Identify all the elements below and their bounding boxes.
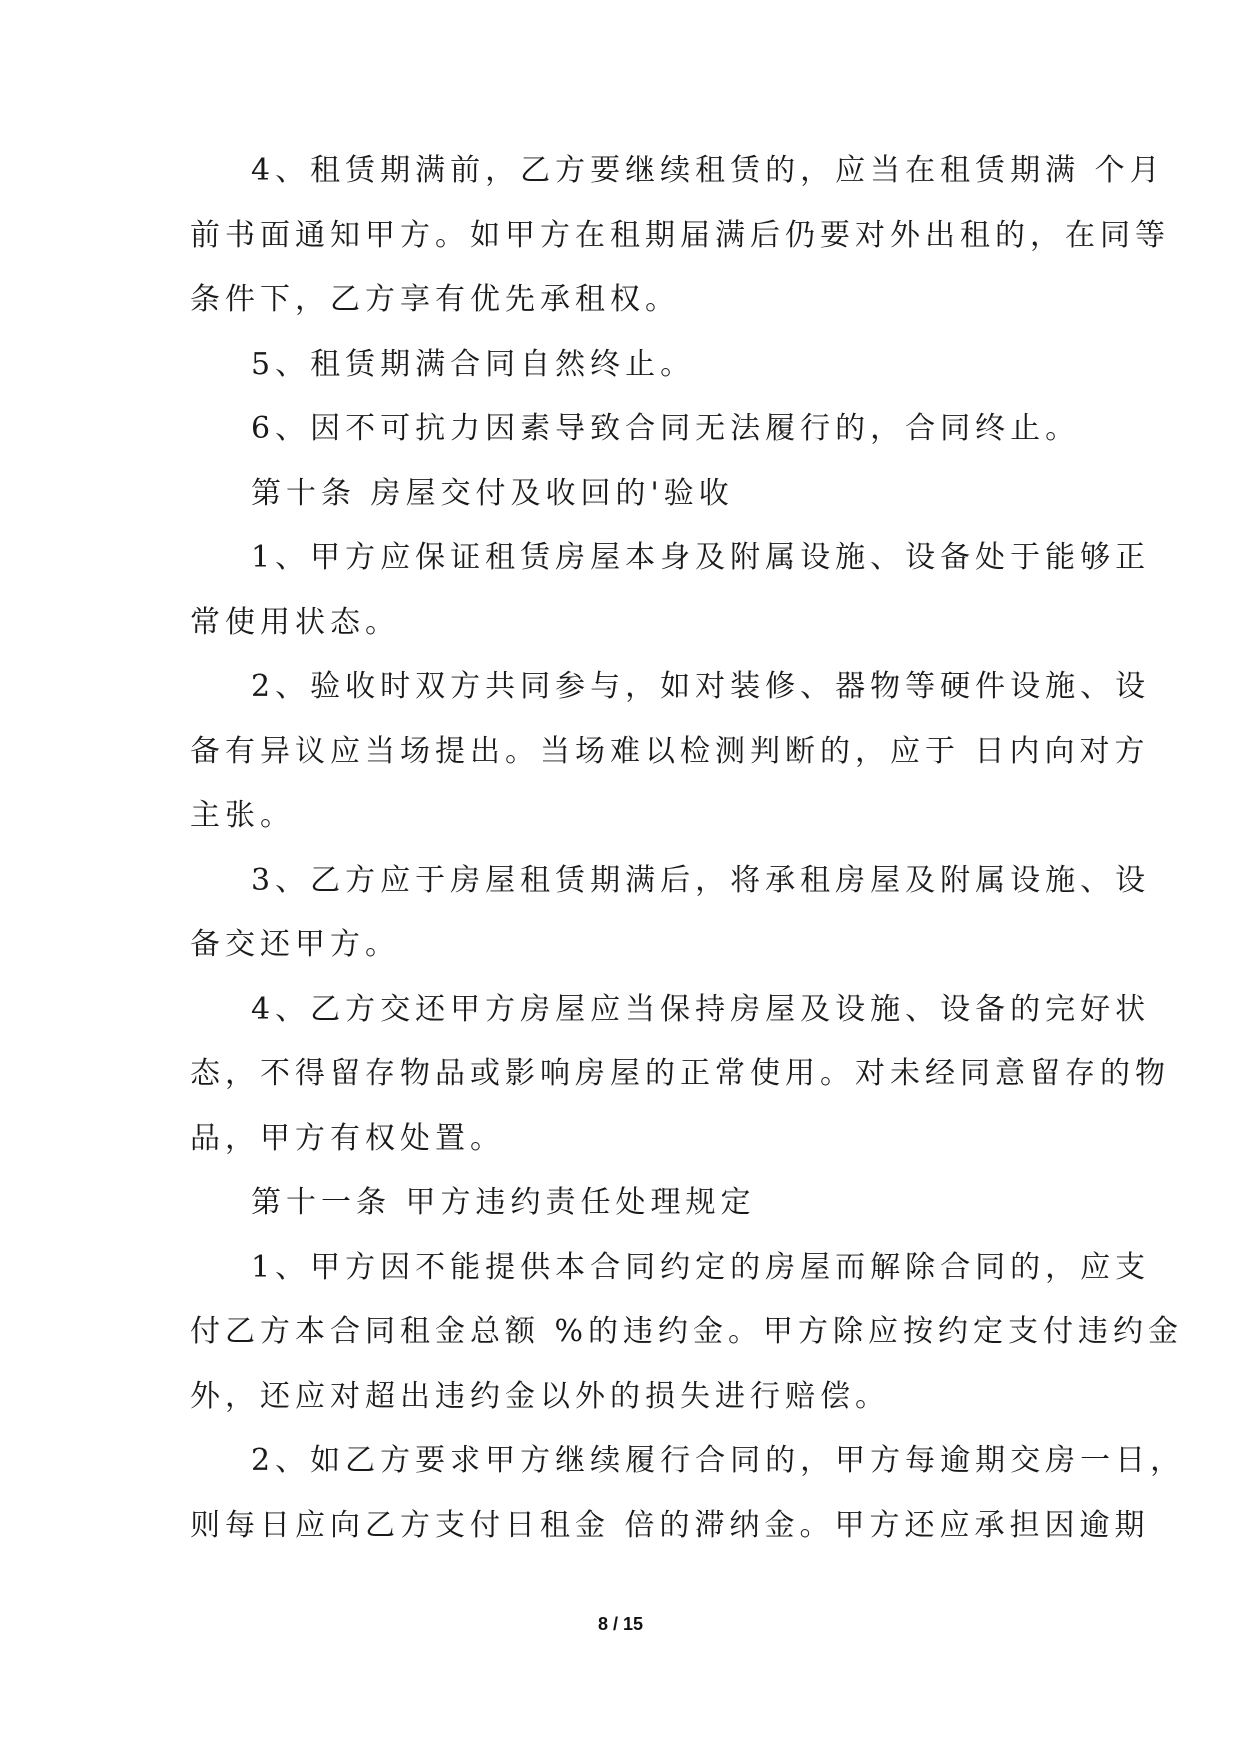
text-line: 备交还甲方。 xyxy=(190,927,400,962)
text-line: 4、租赁期满前，乙方要继续租赁的，应当在租赁期满 个月 xyxy=(251,153,1165,188)
text-line: 5、租赁期满合同自然终止。 xyxy=(251,346,696,382)
text-line: 2、验收时双方共同参与，如对装修、器物等硬件设施、设 xyxy=(251,669,1151,704)
text-line: 条件下，乙方享有优先承租权。 xyxy=(190,282,680,317)
section-heading: 第十条 房屋交付及收回的'验收 xyxy=(251,475,734,511)
text-line: 1、甲方因不能提供本合同约定的房屋而解除合同的，应支 xyxy=(251,1249,1151,1285)
text-line: 4、乙方交还甲方房屋应当保持房屋及设施、设备的完好状 xyxy=(251,991,1151,1027)
text-line: 3、乙方应于房屋租赁期满后，将承租房屋及附属设施、设 xyxy=(251,862,1151,898)
section-heading: 第十一条 甲方违约责任处理规定 xyxy=(251,1185,756,1220)
document-body xyxy=(190,151,1186,1570)
page-number: 8 / 15 xyxy=(597,1614,644,1634)
text-line: 1、甲方应保证租赁房屋本身及附属设施、设备处于能够正 xyxy=(251,540,1151,575)
text-line: 前书面通知甲方。如甲方在租期届满后仍要对外出租的，在同等 xyxy=(190,217,1170,253)
text-line: 常使用状态。 xyxy=(190,604,400,640)
text-line: 6、因不可抗力因素导致合同无法履行的，合同终止。 xyxy=(251,411,1081,446)
text-line: 备有异议应当场提出。当场难以检测判断的，应于 日内向对方 xyxy=(190,733,1150,769)
text-line: 2、如乙方要求甲方继续履行合同的，甲方每逾期交房一日， xyxy=(251,1443,1186,1478)
text-line: 外，还应对超出违约金以外的损失进行赔偿。 xyxy=(190,1378,890,1414)
text-line: 则每日应向乙方支付日租金 倍的滞纳金。甲方还应承担因逾期 xyxy=(190,1507,1150,1543)
text-line: 付乙方本合同租金总额 %的违约金。甲方除应按约定支付违约金 xyxy=(190,1314,1184,1349)
text-line: 态，不得留存物品或影响房屋的正常使用。对未经同意留存的物 xyxy=(190,1056,1170,1091)
text-line: 主张。 xyxy=(190,798,295,833)
text-line: 品，甲方有权处置。 xyxy=(190,1120,505,1156)
